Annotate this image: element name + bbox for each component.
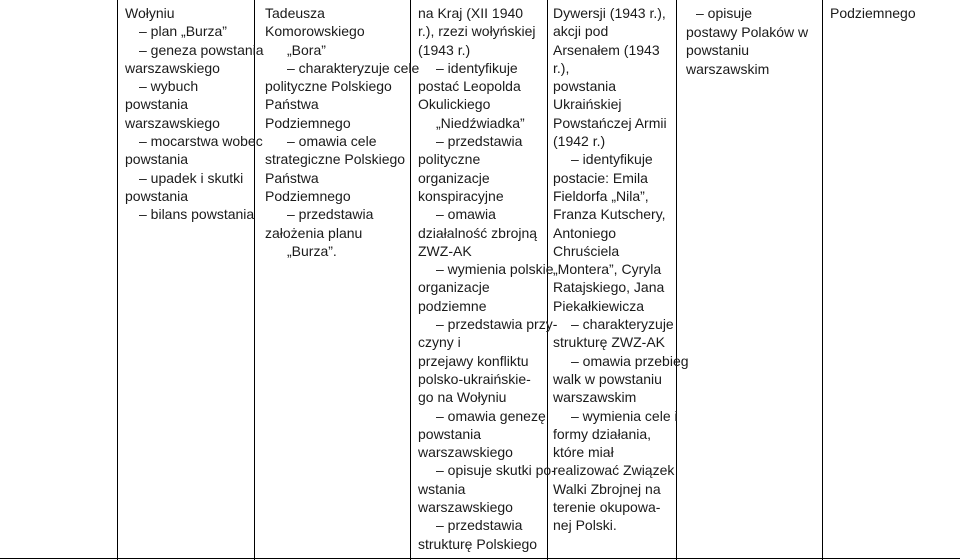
cell-line: strategiczne Polskiego — [265, 151, 406, 168]
cell-line: Podziemnego — [265, 114, 351, 131]
cell-line: – upadek i skutki — [139, 169, 244, 186]
table-cell-col1 — [125, 4, 264, 224]
cell-line: warszawskiego — [418, 444, 513, 461]
cell-line: Franza Kutschery, — [553, 206, 666, 223]
cell-line: walk w powstaniu — [553, 370, 662, 387]
cell-line: „Burza”. — [287, 242, 337, 259]
cell-line: – identyfikuje — [571, 151, 653, 168]
table-cell-col3 — [418, 4, 557, 553]
cell-line: – plan „Burza” — [139, 23, 227, 40]
cell-line: powstania — [125, 187, 189, 204]
cell-line: Tadeusza — [265, 5, 325, 21]
cell-line: postawy Polaków w — [686, 23, 809, 40]
cell-line: – wymienia polskie — [436, 261, 554, 278]
cell-line: Komorowskiego — [265, 23, 365, 40]
cell-line: organizacje — [418, 169, 490, 186]
cell-line: działalność zbrojną — [418, 224, 538, 241]
cell-line: – omawia — [436, 206, 496, 223]
cell-line: – geneza powstania — [139, 41, 264, 58]
cell-line: (1943 r.) — [418, 41, 471, 58]
cell-line: czyny i — [418, 334, 461, 351]
cell-line: powstaniu — [686, 42, 750, 59]
cell-line: „Montera”, Cyryla — [553, 261, 662, 278]
cell-line: – omawia genezę — [436, 407, 546, 424]
cell-line: Wołyniu — [125, 5, 175, 21]
cell-line: Podziemnego — [830, 5, 916, 21]
cell-line: postać Leopolda — [418, 78, 521, 95]
cell-line: – mocarstwa wobec — [139, 133, 263, 150]
cell-line: powstania — [553, 78, 617, 95]
cell-line: Walki Zbrojnej na — [553, 480, 661, 497]
table-cell-col5 — [686, 4, 808, 78]
cell-line: – omawia cele — [287, 133, 377, 150]
cell-line: strukturę Polskiego — [418, 535, 538, 552]
cell-line: polityczne — [418, 151, 481, 168]
table-cell-col2 — [265, 4, 419, 260]
cell-line: – opisuje skutki po- — [436, 462, 556, 479]
cell-line: Ratajskiego, Jana — [553, 279, 665, 296]
cell-line: polsko-ukraińskie- — [418, 370, 531, 387]
cell-line: – przedstawia — [436, 133, 523, 150]
cell-line: powstania — [418, 425, 482, 442]
cell-line: terenie okupowa- — [553, 499, 661, 516]
cell-line: powstania — [125, 151, 189, 168]
cell-line: – przedstawia — [436, 517, 523, 534]
cell-line: postacie: Emila — [553, 169, 648, 186]
cell-line: – omawia przebieg — [571, 352, 689, 369]
cell-line: Powstańczej Armii — [553, 114, 667, 131]
table-cell-col6 — [830, 4, 916, 22]
cell-line: Podziemnego — [265, 187, 351, 204]
cell-line: formy działania, — [553, 425, 652, 442]
cell-line: – bilans powstania — [139, 206, 255, 223]
cell-line: warszawskiego — [418, 499, 513, 516]
cell-line: – charakteryzuje — [571, 316, 674, 333]
cell-line: Chruściela — [553, 242, 620, 259]
cell-line: strukturę ZWZ-AK — [553, 334, 666, 351]
cell-line: organizacje — [418, 279, 490, 296]
cell-line: – przedstawia przy- — [436, 316, 558, 333]
cell-line: podziemne — [418, 297, 487, 314]
cell-line: Państwa — [265, 169, 319, 186]
cell-line: Fieldorfa „Nila”, — [553, 187, 649, 204]
cell-line: konspiracyjne — [418, 187, 504, 204]
cell-line: Arsenałem (1943 — [553, 41, 660, 58]
cell-line: przejawy konfliktu — [418, 352, 529, 369]
cell-line: – przedstawia — [287, 206, 374, 223]
cell-line: polityczne Polskiego — [265, 78, 392, 95]
cell-line: powstania — [125, 96, 189, 113]
cell-line: Państwa — [265, 96, 319, 113]
cell-line: nej Polski. — [553, 517, 617, 534]
cell-line: Piekałkiewicza — [553, 297, 645, 314]
cell-line: „Niedźwiadka” — [436, 114, 525, 131]
row-border — [0, 558, 960, 559]
cell-line: – identyfikuje — [436, 59, 518, 76]
cell-line: warszawskiego — [125, 114, 220, 131]
cell-line: go na Wołyniu — [418, 389, 507, 406]
cell-line: warszawskiego — [125, 59, 220, 76]
cell-line: warszawskim — [553, 389, 637, 406]
cell-line: – wybuch — [139, 78, 199, 95]
cell-line: realizować Związek — [553, 462, 675, 479]
cell-line: – charakteryzuje cele — [287, 59, 420, 76]
cell-line: akcji pod — [553, 23, 609, 40]
cell-line: wstania — [418, 480, 466, 497]
cell-line: na Kraj (XII 1940 — [418, 5, 524, 21]
cell-line: – wymienia cele i — [571, 407, 678, 424]
cell-line: r.), rzezi wołyńskiej — [418, 23, 536, 40]
cell-line: które miał — [553, 444, 614, 461]
cell-line: ZWZ-AK — [418, 242, 472, 259]
cell-line: Dywersji (1943 r.), — [553, 5, 666, 21]
table-cell-col4 — [553, 4, 689, 535]
column-border — [822, 0, 823, 560]
cell-line: – opisuje — [696, 5, 753, 21]
cell-line: „Bora” — [287, 41, 326, 58]
cell-line: Antoniego — [553, 224, 617, 241]
cell-line: (1942 r.) — [553, 133, 606, 150]
cell-line: Okulickiego — [418, 96, 491, 113]
cell-line: warszawskim — [686, 60, 770, 77]
cell-line: r.), — [553, 59, 570, 76]
cell-line: Ukraińskiej — [553, 96, 622, 113]
column-border — [117, 0, 118, 560]
cell-line: założenia planu — [265, 224, 363, 241]
